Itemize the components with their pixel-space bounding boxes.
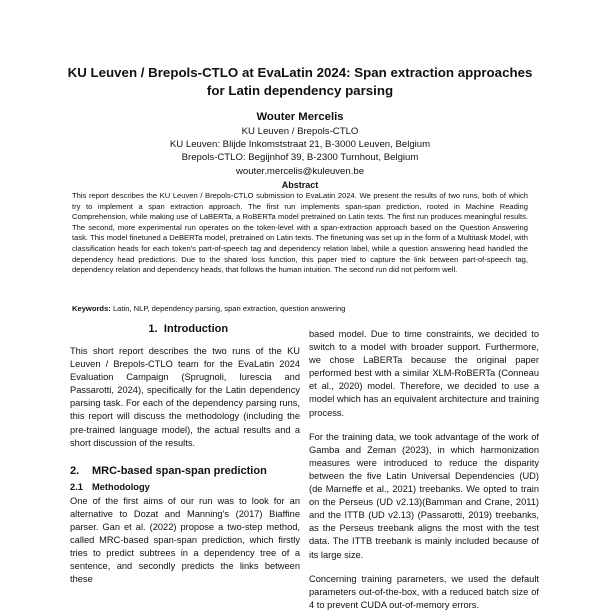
section-number: 1. [148, 323, 158, 335]
section-heading-introduction [70, 322, 300, 336]
methodology-paragraph: One of the first aims of our run was to look for an alternative to Dozat and Manning's (2017) Biaffine parser. Gan et al. (2022) propose a two-step method, called MRC-based span-span prediction, which firstly tries to predict subtrees in a dependency tree of a sentence, and secondly predicts the links between these [70, 495, 300, 585]
training-data-paragraph: For the training data, we took advantage of the work of Gamba and Zeman (2023), in which harmonization measures were introduced to reduce the disparity between the five Latin Universal Dependencies (UD) (de Marneffe et al., 2021) treebanks. We opted to train on the Perseus (UD v2.13)(Bamman and Crane, 2011) and the ITTB (UD v2.13) (Passarotti, 2019) treebanks, as the Perseus treebank aligns the most with the test data. The ITTB treebank is mainly included because of its large size. [309, 431, 539, 560]
keywords-label: Keywords: [72, 304, 111, 313]
model-choice-paragraph: based model. Due to time constraints, we decided to switch to a model with broader support. Furthermore, we chose LaBERTa because the original paper performed best with a similar XLM-RoBERTa (Conneau et al., 2020) model. Therefore, we decided to use a model which has an equivalent architecture and training process. [309, 329, 539, 418]
author-name: Wouter Mercelis [256, 111, 344, 123]
author-block [100, 110, 500, 178]
right-column [309, 328, 539, 612]
author-address-brepols: Brepols-CTLO: Begijnhof 39, B-2300 Turnhout, Belgium [181, 152, 419, 164]
section-number: 2. [70, 464, 80, 477]
paper-title: KU Leuven / Brepols-CTLO at EvaLatin 2024: Span extraction approaches for Latin dependency parsing [67, 65, 533, 98]
section-heading-mrc [70, 464, 300, 478]
keywords [72, 304, 528, 315]
abstract-heading: Abstract [281, 180, 319, 190]
section-title: Introduction [163, 323, 229, 335]
author-address-leuven: KU Leuven: Blijde Inkomststraat 21, B-3000 Leuven, Belgium [169, 139, 431, 151]
training-parameters-paragraph: Concerning training parameters, we used the default parameters out-of-the-box, with a reduced batch size of 4 to prevent CUDA out-of-memory errors. [309, 573, 539, 610]
subsection-title: Methodology [92, 481, 150, 492]
author-affiliation: KU Leuven / Brepols-CTLO [241, 126, 359, 137]
subsection-number: 2.1 [70, 481, 83, 492]
abstract-text: This report describes the KU Leuven / Brepols-CTLO submission to EvaLatin 2024. We present the results of two runs, both of which try to implement a span extraction approach. The first run implements span-span prediction, rooted in Machine Reading Comprehension, while making use of LaBERTa, a RoBERTa model pretrained on Latin texts. The first run produces meaningful results. The second, more experimental run operates on the token-level with a span-extraction approach based on the Question Answering task. This model finetuned a DeBERTa model, pretrained on Latin texts. The finetuning was set up in the form of a Multitask Model, with classification heads for each token's part-of-speech tag and dependency relation label, while a question answering head handled the dependency head predictions. Due to the shared loss function, this paper tried to capture the link between part-of-speech tag, dependency relation and dependency heads, that follows the human intuition. The second run did not perform well. [72, 191, 528, 275]
author-email: wouter.mercelis@kuleuven.be [235, 165, 365, 177]
left-column [70, 322, 300, 586]
keywords-text: Latin, NLP, dependency parsing, span extraction, question answering [112, 304, 346, 313]
section-title: MRC-based span-span prediction [92, 464, 267, 477]
introduction-paragraph: This short report describes the two runs of the KU Leuven / Brepols-CTLO team for the EvaLatin 2024 Evaluation Campaign (Sprugnoli, Iurescia and Passarotti, 2024), specifically for the Latin dependency parsing task. For each of the dependency parsing runs, this report will discuss the methodology (including the pre-trained language model), the actual results and a short discussion of the results. [70, 346, 300, 448]
subsection-heading-methodology [70, 481, 300, 494]
